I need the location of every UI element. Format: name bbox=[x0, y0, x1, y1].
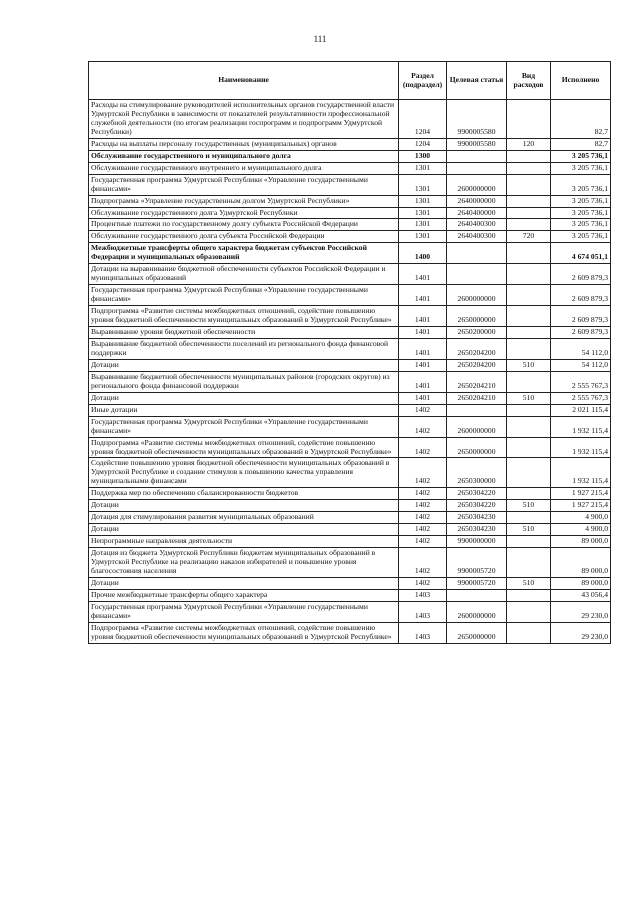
cell-kind: 510 bbox=[507, 359, 551, 371]
cell-amount: 2 555 767,3 bbox=[551, 392, 611, 404]
cell-name: Обслуживание государственного долга Удмуртской Республики bbox=[89, 207, 399, 219]
cell-kind: 720 bbox=[507, 231, 551, 243]
cell-kind bbox=[507, 338, 551, 359]
cell-amount: 89 000,0 bbox=[551, 536, 611, 548]
cell-section: 1301 bbox=[399, 207, 447, 219]
table-row bbox=[89, 392, 611, 404]
cell-section: 1400 bbox=[399, 243, 447, 264]
cell-kind bbox=[507, 327, 551, 339]
cell-amount: 3 205 736,1 bbox=[551, 207, 611, 219]
cell-amount: 2 609 879,3 bbox=[551, 306, 611, 327]
table-row bbox=[89, 524, 611, 536]
cell-kind bbox=[507, 488, 551, 500]
cell-amount: 2 609 879,3 bbox=[551, 285, 611, 306]
cell-section: 1401 bbox=[399, 371, 447, 392]
table-header-row bbox=[89, 62, 611, 100]
cell-kind bbox=[507, 548, 551, 578]
cell-target: 9900000000 bbox=[447, 536, 507, 548]
cell-section: 1301 bbox=[399, 231, 447, 243]
cell-kind bbox=[507, 589, 551, 601]
cell-section: 1402 bbox=[399, 512, 447, 524]
cell-target: 2640400000 bbox=[447, 207, 507, 219]
cell-name: Подпрограмма «Развитие системы межбюджетных отношений, содействие повышению уровня бюджетной обеспеченности муниципальных образований в Удмуртской Республике» bbox=[89, 306, 399, 327]
cell-amount: 4 900,0 bbox=[551, 524, 611, 536]
cell-name: Содействие повышению уровня бюджетной обеспеченности муниципальных образований в Удмуртской Республике и создание стимулов к повышению качества управления муниципальными финансами bbox=[89, 458, 399, 488]
cell-target: 2650304230 bbox=[447, 524, 507, 536]
cell-target: 2650204210 bbox=[447, 371, 507, 392]
cell-amount: 29 230,0 bbox=[551, 622, 611, 643]
cell-name: Дотации bbox=[89, 392, 399, 404]
cell-kind bbox=[507, 100, 551, 139]
table-row bbox=[89, 338, 611, 359]
cell-section: 1401 bbox=[399, 338, 447, 359]
cell-section: 1301 bbox=[399, 174, 447, 195]
cell-section: 1401 bbox=[399, 285, 447, 306]
cell-amount: 1 927 215,4 bbox=[551, 500, 611, 512]
table-row bbox=[89, 231, 611, 243]
cell-section: 1402 bbox=[399, 548, 447, 578]
table-row bbox=[89, 458, 611, 488]
cell-name: Дотации bbox=[89, 577, 399, 589]
cell-target: 2600000000 bbox=[447, 174, 507, 195]
cell-target bbox=[447, 264, 507, 285]
cell-amount: 2 021 115,4 bbox=[551, 404, 611, 416]
table-row bbox=[89, 488, 611, 500]
cell-name: Подпрограмма «Развитие системы межбюджетных отношений, содействие повышению уровня бюджетной обеспеченности муниципальных образований в Удмуртской Республике» bbox=[89, 622, 399, 643]
cell-target: 2650000000 bbox=[447, 437, 507, 458]
cell-section: 1300 bbox=[399, 150, 447, 162]
cell-kind: 510 bbox=[507, 577, 551, 589]
cell-name: Обслуживание государственного внутреннего и муниципального долга bbox=[89, 162, 399, 174]
cell-amount: 89 000,0 bbox=[551, 548, 611, 578]
cell-section: 1402 bbox=[399, 437, 447, 458]
cell-kind bbox=[507, 243, 551, 264]
cell-name: Расходы на стимулирование руководителей исполнительных органов государственной власти Удмуртской Республики в зависимости от показателей результативности профессиональной служебной деятельности (по итогам реализации госпрограмм и подпрограмм Удмуртской Республики) bbox=[89, 100, 399, 139]
cell-amount: 2 609 879,3 bbox=[551, 327, 611, 339]
cell-amount: 89 000,0 bbox=[551, 577, 611, 589]
cell-target: 2650300000 bbox=[447, 458, 507, 488]
table-row bbox=[89, 285, 611, 306]
cell-kind: 510 bbox=[507, 524, 551, 536]
cell-section: 1403 bbox=[399, 601, 447, 622]
table-row bbox=[89, 512, 611, 524]
cell-name: Обслуживание государственного долга субъекта Российской Федерации bbox=[89, 231, 399, 243]
cell-name: Иные дотации bbox=[89, 404, 399, 416]
cell-kind bbox=[507, 437, 551, 458]
cell-target: 2600000000 bbox=[447, 285, 507, 306]
page-number: 111 bbox=[313, 34, 327, 44]
cell-kind bbox=[507, 458, 551, 488]
cell-name: Государственная программа Удмуртской Республики «Управление государственными финансами» bbox=[89, 601, 399, 622]
table-row bbox=[89, 174, 611, 195]
cell-section: 1204 bbox=[399, 138, 447, 150]
cell-section: 1402 bbox=[399, 536, 447, 548]
cell-target: 2650000000 bbox=[447, 306, 507, 327]
cell-kind bbox=[507, 416, 551, 437]
table-row bbox=[89, 416, 611, 437]
cell-kind bbox=[507, 207, 551, 219]
header-target: Целевая статья bbox=[447, 62, 507, 100]
cell-section: 1402 bbox=[399, 500, 447, 512]
cell-target: 2650304220 bbox=[447, 488, 507, 500]
cell-kind bbox=[507, 536, 551, 548]
cell-amount: 1 927 215,4 bbox=[551, 488, 611, 500]
cell-name: Дотации bbox=[89, 359, 399, 371]
cell-kind bbox=[507, 601, 551, 622]
cell-target: 2650204200 bbox=[447, 338, 507, 359]
cell-kind bbox=[507, 622, 551, 643]
cell-section: 1204 bbox=[399, 100, 447, 139]
cell-name: Прочие межбюджетные трансферты общего характера bbox=[89, 589, 399, 601]
cell-kind bbox=[507, 219, 551, 231]
header-amount: Исполнено bbox=[551, 62, 611, 100]
cell-section: 1403 bbox=[399, 622, 447, 643]
table-row bbox=[89, 371, 611, 392]
cell-section: 1402 bbox=[399, 404, 447, 416]
cell-name: Межбюджетные трансферты общего характера бюджетам субъектов Российской Федерации и муниципальных образований bbox=[89, 243, 399, 264]
cell-section: 1301 bbox=[399, 219, 447, 231]
cell-name: Выравнивание уровня бюджетной обеспеченности bbox=[89, 327, 399, 339]
cell-name: Обслуживание государственного и муниципального долга bbox=[89, 150, 399, 162]
cell-amount: 3 205 736,1 bbox=[551, 162, 611, 174]
table-row bbox=[89, 264, 611, 285]
cell-section: 1401 bbox=[399, 264, 447, 285]
table-row bbox=[89, 437, 611, 458]
cell-amount: 82,7 bbox=[551, 100, 611, 139]
cell-name: Государственная программа Удмуртской Республики «Управление государственными финансами» bbox=[89, 416, 399, 437]
cell-name: Подпрограмма «Развитие системы межбюджетных отношений, содействие повышению уровня бюджетной обеспеченности муниципальных образований в Удмуртской Республике» bbox=[89, 437, 399, 458]
table-row bbox=[89, 404, 611, 416]
cell-target bbox=[447, 150, 507, 162]
cell-amount: 2 609 879,3 bbox=[551, 264, 611, 285]
cell-kind bbox=[507, 306, 551, 327]
cell-section: 1402 bbox=[399, 524, 447, 536]
cell-target bbox=[447, 243, 507, 264]
cell-amount: 3 205 736,1 bbox=[551, 195, 611, 207]
cell-section: 1301 bbox=[399, 195, 447, 207]
cell-target: 2650204200 bbox=[447, 359, 507, 371]
cell-section: 1401 bbox=[399, 306, 447, 327]
cell-section: 1401 bbox=[399, 327, 447, 339]
cell-target: 9900005720 bbox=[447, 548, 507, 578]
table-row bbox=[89, 589, 611, 601]
cell-name: Непрограммные направления деятельности bbox=[89, 536, 399, 548]
header-section: Раздел (подраздел) bbox=[399, 62, 447, 100]
cell-amount: 3 205 736,1 bbox=[551, 150, 611, 162]
table-row bbox=[89, 577, 611, 589]
cell-kind bbox=[507, 150, 551, 162]
table-row bbox=[89, 500, 611, 512]
cell-section: 1301 bbox=[399, 162, 447, 174]
cell-name: Дотации на выравнивание бюджетной обеспеченности субъектов Российской Федерации и муниципальных образований bbox=[89, 264, 399, 285]
table-row bbox=[89, 601, 611, 622]
cell-amount: 1 932 115,4 bbox=[551, 458, 611, 488]
cell-name: Выравнивание бюджетной обеспеченности муниципальных районов (городских округов) из регионального фонда финансовой поддержки bbox=[89, 371, 399, 392]
header-name: Наименование bbox=[89, 62, 399, 100]
cell-name: Подпрограмма «Управление государственным долгом Удмуртской Республики» bbox=[89, 195, 399, 207]
cell-target: 9900005580 bbox=[447, 100, 507, 139]
cell-section: 1402 bbox=[399, 577, 447, 589]
table-row bbox=[89, 219, 611, 231]
cell-target: 2600000000 bbox=[447, 416, 507, 437]
table-row bbox=[89, 548, 611, 578]
cell-amount: 4 674 051,1 bbox=[551, 243, 611, 264]
cell-target: 2650204210 bbox=[447, 392, 507, 404]
cell-target: 2640000000 bbox=[447, 195, 507, 207]
table-row bbox=[89, 359, 611, 371]
cell-kind: 510 bbox=[507, 500, 551, 512]
cell-amount: 43 056,4 bbox=[551, 589, 611, 601]
cell-target: 2650200000 bbox=[447, 327, 507, 339]
table-row bbox=[89, 150, 611, 162]
cell-kind bbox=[507, 371, 551, 392]
cell-amount: 82,7 bbox=[551, 138, 611, 150]
table-row bbox=[89, 138, 611, 150]
cell-kind bbox=[507, 195, 551, 207]
cell-name: Расходы на выплаты персоналу государственных (муниципальных) органов bbox=[89, 138, 399, 150]
cell-amount: 54 112,0 bbox=[551, 338, 611, 359]
cell-kind bbox=[507, 512, 551, 524]
cell-name: Поддержка мер по обеспечению сбалансированности бюджетов bbox=[89, 488, 399, 500]
cell-name: Дотация из бюджета Удмуртской Республики бюджетам муниципальных образований в Удмуртской Республике на реализацию наказов избирателей и повышение уровня благосостояния населения bbox=[89, 548, 399, 578]
table-row bbox=[89, 243, 611, 264]
table-row bbox=[89, 306, 611, 327]
cell-amount: 1 932 115,4 bbox=[551, 437, 611, 458]
cell-target: 2600000000 bbox=[447, 601, 507, 622]
cell-target: 9900005580 bbox=[447, 138, 507, 150]
cell-name: Выравнивание бюджетной обеспеченности поселений из регионального фонда финансовой поддержки bbox=[89, 338, 399, 359]
cell-target bbox=[447, 404, 507, 416]
cell-section: 1402 bbox=[399, 488, 447, 500]
cell-amount: 3 205 736,1 bbox=[551, 231, 611, 243]
cell-kind bbox=[507, 285, 551, 306]
cell-amount: 2 555 767,3 bbox=[551, 371, 611, 392]
cell-name: Дотации bbox=[89, 524, 399, 536]
cell-target: 2650304220 bbox=[447, 500, 507, 512]
cell-target: 9900005720 bbox=[447, 577, 507, 589]
cell-kind bbox=[507, 404, 551, 416]
cell-section: 1401 bbox=[399, 359, 447, 371]
header-kind: Вид расходов bbox=[507, 62, 551, 100]
cell-name: Дотации bbox=[89, 500, 399, 512]
cell-amount: 3 205 736,1 bbox=[551, 174, 611, 195]
cell-name: Государственная программа Удмуртской Республики «Управление государственными финансами» bbox=[89, 285, 399, 306]
cell-section: 1403 bbox=[399, 589, 447, 601]
cell-kind bbox=[507, 162, 551, 174]
cell-target: 2650000000 bbox=[447, 622, 507, 643]
cell-amount: 1 932 115,4 bbox=[551, 416, 611, 437]
cell-section: 1402 bbox=[399, 458, 447, 488]
cell-name: Процентные платежи по государственному долгу субъекта Российской Федерации bbox=[89, 219, 399, 231]
table-row bbox=[89, 100, 611, 139]
table-row bbox=[89, 207, 611, 219]
table-body bbox=[89, 100, 611, 644]
cell-kind bbox=[507, 264, 551, 285]
cell-amount: 4 900,0 bbox=[551, 512, 611, 524]
cell-amount: 29 230,0 bbox=[551, 601, 611, 622]
table-row bbox=[89, 327, 611, 339]
cell-section: 1401 bbox=[399, 392, 447, 404]
cell-kind bbox=[507, 174, 551, 195]
cell-kind: 510 bbox=[507, 392, 551, 404]
cell-target: 2640400300 bbox=[447, 231, 507, 243]
cell-target bbox=[447, 589, 507, 601]
table-row bbox=[89, 536, 611, 548]
table-row bbox=[89, 162, 611, 174]
cell-section: 1402 bbox=[399, 416, 447, 437]
cell-name: Государственная программа Удмуртской Республики «Управление государственными финансами» bbox=[89, 174, 399, 195]
table-row bbox=[89, 622, 611, 643]
cell-target bbox=[447, 162, 507, 174]
table-row bbox=[89, 195, 611, 207]
cell-target: 2640400300 bbox=[447, 219, 507, 231]
cell-kind: 120 bbox=[507, 138, 551, 150]
cell-target: 2650304230 bbox=[447, 512, 507, 524]
cell-amount: 3 205 736,1 bbox=[551, 219, 611, 231]
cell-amount: 54 112,0 bbox=[551, 359, 611, 371]
cell-name: Дотация для стимулирования развития муниципальных образований bbox=[89, 512, 399, 524]
budget-table bbox=[88, 61, 611, 644]
